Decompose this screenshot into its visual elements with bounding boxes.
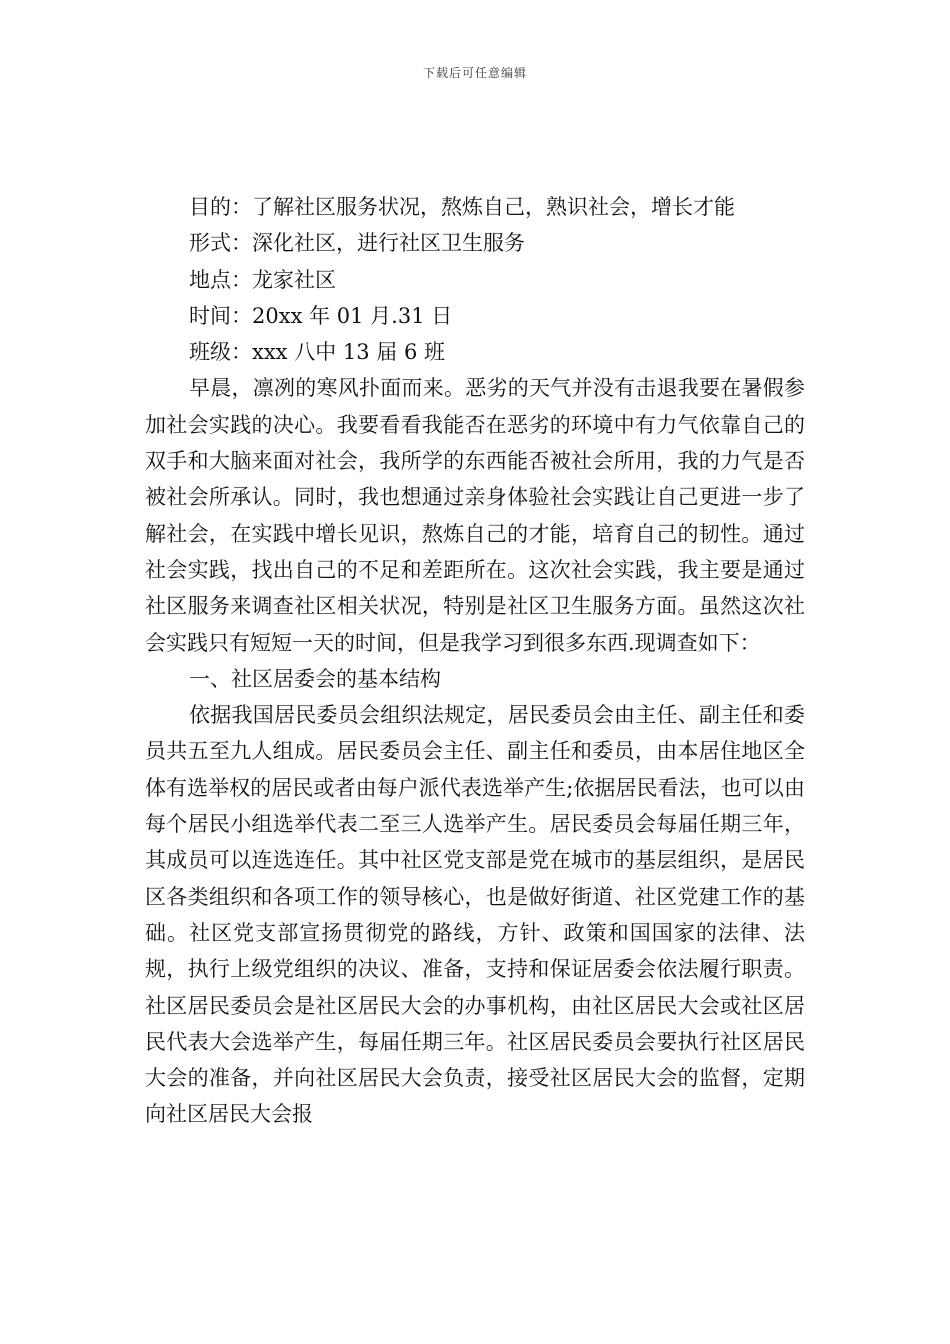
info-label: 班级：	[189, 340, 252, 365]
info-value: 深化社区，进行社区卫生服务	[252, 231, 525, 256]
info-label: 地点：	[189, 267, 252, 292]
section-paragraph: 依据我国居民委员会组织法规定，居民委员会由主任、副主任和委员共五至九人组成。居民委员会主任、副主任和委员，由本居住地区全体有选举权的居民或者由每户派代表选举产生;依据居民看法，也可以由每个居民小组选举代表二至三人选举产生。居民委员会每届任期三年，其成员可以连选连任。其中社区党支部是党在城市的基层组织，是居民区各类组织和各项工作的领导核心，也是做好街道、社区党建工作的基础。社区党支部宣扬贯彻党的路线，方针、政策和国国家的法律、法规，执行上级党组织的决议、准备，支持和保证居委会依法履行职责。社区居民委员会是社区居民大会的办事机构，由社区居民大会或社区居民代表大会选举产生，每届任期三年。社区居民委员会要执行社区居民大会的准备，并向社区居民大会负责，接受社区居民大会的监督，定期向社区居民大会报	[145, 703, 805, 1127]
info-value: 20xx 年 01 月.31 日	[252, 303, 453, 328]
info-value: xxx 八中 13 届 6 班	[252, 340, 445, 365]
info-location	[145, 262, 805, 298]
info-value: 龙家社区	[252, 267, 336, 292]
info-label: 形式：	[189, 231, 252, 256]
document-body	[145, 189, 805, 1133]
info-value: 了解社区服务状况，熬炼自己，熟识社会，增长才能	[252, 195, 735, 219]
page-header: 下载后可任意编辑	[422, 66, 527, 80]
info-time	[145, 298, 805, 334]
info-purpose	[145, 189, 805, 225]
intro-paragraph: 早晨，凛冽的寒风扑面而来。恶劣的天气并没有击退我要在暑假参加社会实践的决心。我要看看我能否在恶劣的环境中有力气依靠自己的双手和大脑来面对社会，我所学的东西能否被社会所用，我的力气是否被社会所承认。同时，我也想通过亲身体验社会实践让自己更进一步了解社会，在实践中增长见识，熬炼自己的才能，培育自己的韧性。通过社会实践，找出自己的不足和差距所在。这次社会实践，我主要是通过社区服务来调查社区相关状况，特别是社区卫生服务方面。虽然这次社会实践只有短短一天的时间，但是我学习到很多东西.现调查如下：	[145, 376, 805, 655]
info-label: 目的：	[189, 195, 252, 219]
info-format	[145, 225, 805, 261]
info-label: 时间：	[189, 303, 252, 328]
section-heading: 一、社区居委会的基本结构	[189, 666, 441, 691]
info-class	[145, 334, 805, 370]
